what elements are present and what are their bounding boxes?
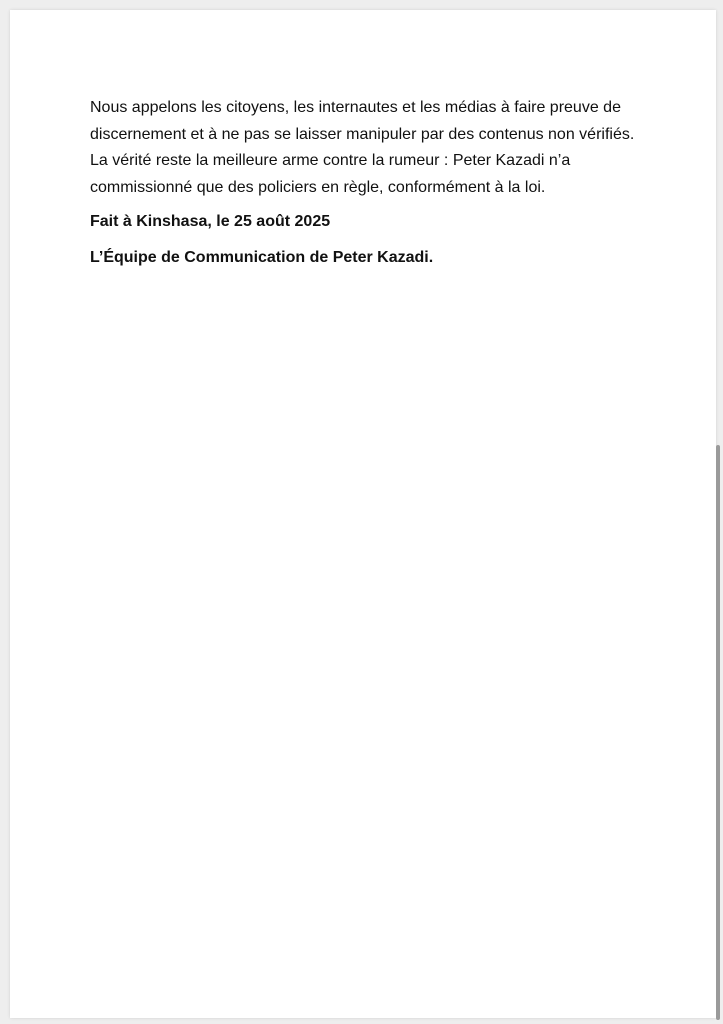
document-page <box>10 10 716 1018</box>
vertical-scrollbar-thumb[interactable] <box>716 445 720 1020</box>
document-content <box>90 95 650 271</box>
signature-line: L’Équipe de Communication de Peter Kazadi. <box>90 249 434 266</box>
date-line: Fait à Kinshasa, le 25 août 2025 <box>90 213 331 230</box>
body-paragraph: Nous appelons les citoyens, les internautes et les médias à faire preuve de discernement et à ne pas se laisser manipuler par des contenus non vérifiés. La vérité reste la meilleure arme contre la rumeur : Peter Kazadi n’a commissionné que des policiers en règle, conformément à la loi. <box>90 99 635 196</box>
